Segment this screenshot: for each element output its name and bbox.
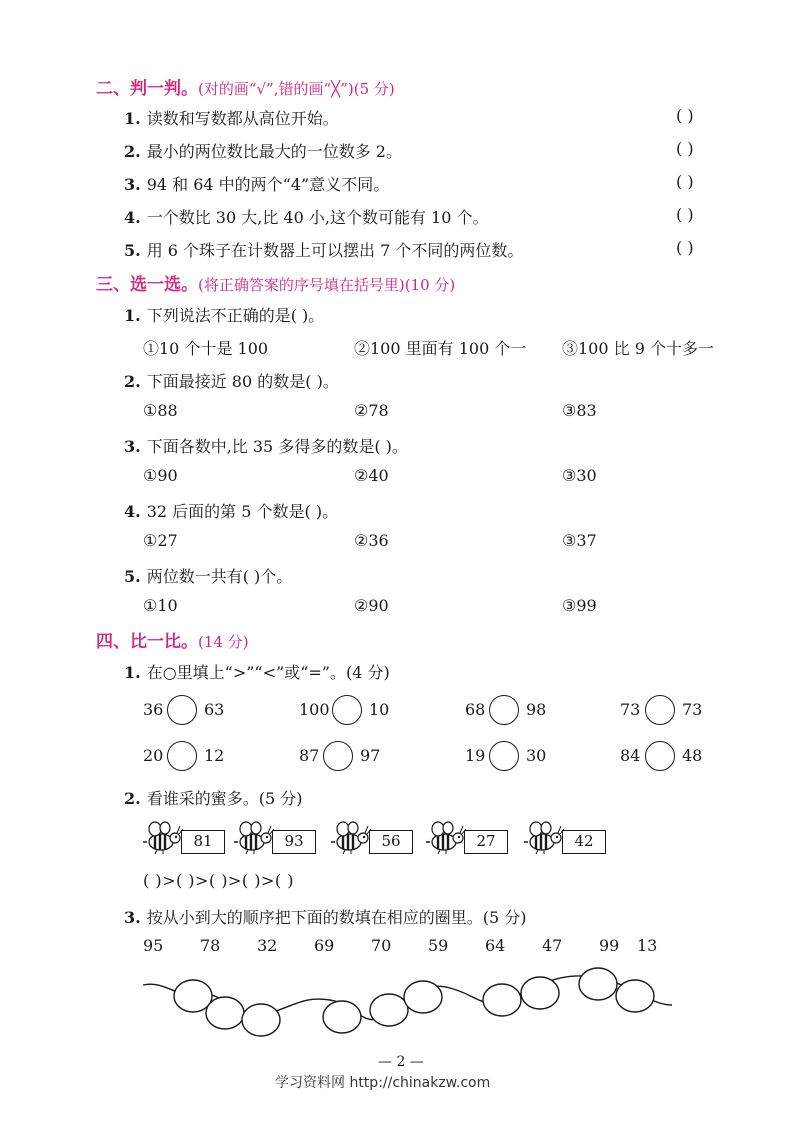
bee-icon xyxy=(329,820,373,858)
compare-right-number: 12 xyxy=(204,746,225,765)
compare-circle[interactable] xyxy=(167,695,197,725)
section-2-heading xyxy=(96,74,395,99)
order-number: 32 xyxy=(257,936,278,955)
section-4-title: 四、比一比。 xyxy=(96,632,198,652)
choice-3-option-c[interactable]: ③30 xyxy=(562,466,597,485)
section-4-heading xyxy=(96,627,249,652)
choice-4-option-a[interactable]: ①27 xyxy=(143,531,178,550)
order-number: 99 xyxy=(599,936,620,955)
bead-circle[interactable] xyxy=(483,984,521,1016)
compare-left-number: 36 xyxy=(143,700,164,719)
compare-right-number: 30 xyxy=(526,746,547,765)
section-2-note: (对的画“√”,错的画“╳”)(5 分) xyxy=(198,80,395,98)
choice-3-option-a[interactable]: ①90 xyxy=(143,466,178,485)
judge-item-5: 5. 用 6 个珠子在计数器上可以摆出 7 个不同的两位数。 xyxy=(124,241,524,260)
order-number: 95 xyxy=(143,936,164,955)
judge-answer-1[interactable]: ( ) xyxy=(676,106,694,125)
bead-circle[interactable] xyxy=(616,980,654,1012)
choice-2-option-c[interactable]: ③83 xyxy=(562,401,597,420)
bead-circle[interactable] xyxy=(323,1001,361,1033)
judge-item-2: 2. 最小的两位数比最大的一位数多 2。 xyxy=(124,142,402,161)
bee-honey-box: 42 xyxy=(562,830,606,854)
bead-circle[interactable] xyxy=(206,997,244,1029)
choice-4-option-b[interactable]: ②36 xyxy=(354,531,389,550)
bee-honey-box: 27 xyxy=(464,830,508,854)
section-3-note: (将正确答案的序号填在括号里)(10 分) xyxy=(198,276,456,294)
bee-icon xyxy=(424,820,468,858)
compare-right-number: 97 xyxy=(360,746,381,765)
compare-circle[interactable] xyxy=(323,741,353,771)
choice-1-option-c[interactable]: ③100 比 9 个十多一 xyxy=(562,339,714,358)
choice-question-5: 5. 两位数一共有( )个。 xyxy=(124,567,293,586)
order-number: 13 xyxy=(637,936,658,955)
compare-left-number: 73 xyxy=(620,700,641,719)
compare-left-number: 68 xyxy=(465,700,486,719)
bead-circle[interactable] xyxy=(370,994,408,1026)
choice-1-option-a[interactable]: ①10 个十是 100 xyxy=(143,339,269,358)
compare-circle[interactable] xyxy=(645,695,675,725)
judge-item-4: 4. 一个数比 30 大,比 40 小,这个数可能有 10 个。 xyxy=(124,208,489,227)
bead-circle[interactable] xyxy=(579,968,617,1000)
bead-circle[interactable] xyxy=(242,1004,280,1036)
choice-5-option-a[interactable]: ①10 xyxy=(143,596,178,615)
judge-item-1: 1. 读数和写数都从高位开始。 xyxy=(124,109,339,128)
section-3-heading xyxy=(96,270,455,295)
choice-2-option-b[interactable]: ②78 xyxy=(354,401,389,420)
order-number: 47 xyxy=(542,936,563,955)
order-number: 59 xyxy=(428,936,449,955)
choice-1-option-b[interactable]: ②100 里面有 100 个一 xyxy=(354,339,527,358)
judge-answer-4[interactable]: ( ) xyxy=(676,205,694,224)
compare-circle[interactable] xyxy=(489,695,519,725)
compare-question: 1. 在○里填上“>”“<”或“=”。(4 分) xyxy=(124,663,390,682)
bee-icon xyxy=(141,820,185,858)
bead-circle[interactable] xyxy=(174,980,212,1012)
compare-right-number: 10 xyxy=(369,700,390,719)
order-number: 64 xyxy=(485,936,506,955)
order-number: 78 xyxy=(200,936,221,955)
choice-5-option-b[interactable]: ②90 xyxy=(354,596,389,615)
order-number: 69 xyxy=(314,936,335,955)
choice-question-1: 1. 下列说法不正确的是( )。 xyxy=(124,306,325,325)
compare-right-number: 48 xyxy=(682,746,703,765)
compare-left-number: 87 xyxy=(299,746,320,765)
judge-answer-2[interactable]: ( ) xyxy=(676,139,694,158)
choice-question-2: 2. 下面最接近 80 的数是( )。 xyxy=(124,372,339,391)
choice-3-option-b[interactable]: ②40 xyxy=(354,466,389,485)
bead-circle[interactable] xyxy=(404,981,442,1013)
compare-left-number: 84 xyxy=(620,746,641,765)
judge-answer-5[interactable]: ( ) xyxy=(676,238,694,257)
compare-right-number: 73 xyxy=(682,700,703,719)
footer-watermark: 学习资料网 http://chinakzw.com xyxy=(275,1075,491,1091)
honey-question: 2. 看谁采的蜜多。(5 分) xyxy=(124,789,303,808)
compare-right-number: 63 xyxy=(204,700,225,719)
section-2-title: 二、判一判。 xyxy=(96,79,198,99)
bee-honey-box: 93 xyxy=(272,830,316,854)
bee-icon xyxy=(522,820,566,858)
choice-question-3: 3. 下面各数中,比 35 多得多的数是( )。 xyxy=(124,437,408,456)
judge-item-3: 3. 94 和 64 中的两个“4”意义不同。 xyxy=(124,175,390,194)
choice-question-4: 4. 32 后面的第 5 个数是( )。 xyxy=(124,502,339,521)
compare-left-number: 19 xyxy=(465,746,486,765)
compare-left-number: 20 xyxy=(143,746,164,765)
compare-circle[interactable] xyxy=(645,741,675,771)
page-number: — 2 — xyxy=(378,1054,424,1070)
order-number: 70 xyxy=(371,936,392,955)
choice-2-option-a[interactable]: ①88 xyxy=(143,401,178,420)
section-3-title: 三、选一选。 xyxy=(96,275,198,295)
compare-left-number: 100 xyxy=(299,700,330,719)
compare-right-number: 98 xyxy=(526,700,547,719)
order-question: 3. 按从小到大的顺序把下面的数填在相应的圈里。(5 分) xyxy=(124,908,527,927)
choice-5-option-c[interactable]: ③99 xyxy=(562,596,597,615)
bead-circle[interactable] xyxy=(521,977,559,1009)
bee-honey-box: 56 xyxy=(369,830,413,854)
compare-circle[interactable] xyxy=(332,695,362,725)
bee-icon xyxy=(232,820,276,858)
honey-answer-line[interactable]: ( )>( )>( )>( )>( ) xyxy=(143,871,294,890)
section-4-note: (14 分) xyxy=(198,633,249,651)
compare-circle[interactable] xyxy=(489,741,519,771)
bee-honey-box: 81 xyxy=(181,830,225,854)
bead-string-diagram xyxy=(0,960,793,1050)
choice-4-option-c[interactable]: ③37 xyxy=(562,531,597,550)
judge-answer-3[interactable]: ( ) xyxy=(676,172,694,191)
compare-circle[interactable] xyxy=(167,741,197,771)
